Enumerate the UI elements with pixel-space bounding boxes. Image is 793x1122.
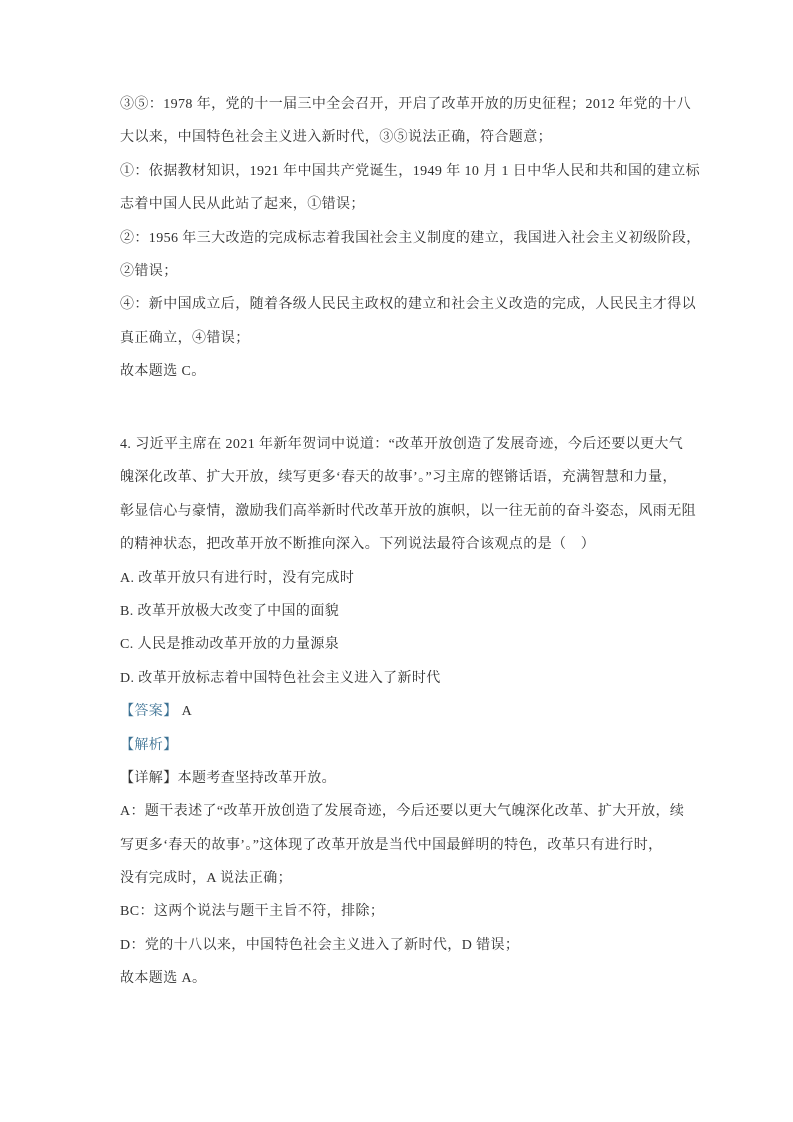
option-c: C. 人民是推动改革开放的力量源泉 [120,637,340,653]
detail-line: 写更多‘春天的故事’。”这体现了改革开放是当代中国最鲜明的特色，改革只有进行时， [120,837,663,853]
explanation-conclusion: 故本题选 C。 [120,364,206,380]
option-d: D. 改革开放标志着中国特色社会主义进入了新时代 [120,670,441,686]
question-stem-line: 4. 习近平主席在 2021 年新年贺词中说道：“改革开放创造了发展奇迹，今后还要以更大气 [120,437,684,452]
question-4-block [120,428,696,996]
detail-line: 没有完成时，A 说法正确； [120,871,293,887]
option-a: A. 改革开放只有进行时，没有完成时 [120,570,355,586]
analysis-label: 【解析】 [120,737,178,753]
explanation-line: 志着中国人民从此站了起来，①错误； [120,197,365,213]
detail-intro-line [120,762,680,795]
analysis-line [120,729,680,762]
question-stem-line: 的精神状态，把改革开放不断推向深入。下列说法最符合该观点的是（ ） [120,537,596,553]
explanation-line: ②：1956 年三大改造的完成标志着我国社会主义制度的建立，我国进入社会主义初级阶段， [120,230,701,246]
answer-value: A [181,704,193,720]
explanation-line: ①：依据教材知识，1921 年中国共产党诞生，1949 年 10 月 1 日中华人民和共和国的建立标 [120,163,700,179]
explanation-block-q3 [120,88,701,389]
explanation-line: 真正确立，④错误； [120,330,250,346]
detail-line: D：党的十八以来，中国特色社会主义进入了新时代，D 错误； [120,937,520,953]
option-b: B. 改革开放极大改变了中国的面貌 [120,603,340,619]
detail-line: BC：这两个说法与题干主旨不符，排除； [120,904,385,920]
explanation-line: 大以来，中国特色社会主义进入新时代，③⑤说法正确，符合题意； [120,130,552,146]
answer-line [120,695,680,728]
explanation-line: ④：新中国成立后，随着各级人民民主政权的建立和社会主义改造的完成，人民民主才得以 [120,297,696,313]
detail-intro-text: 本题考查坚持改革开放。 [177,770,337,786]
answer-label: 【答案】 [120,704,178,720]
question-stem-line: 彰显信心与豪情，激励我们高举新时代改革开放的旗帜，以一往无前的奋斗姿态，风雨无阻 [120,503,696,519]
detail-label: 【详解】 [120,770,178,786]
detail-line: A：题干表述了“改革开放创造了发展奇迹，今后还要以更大气魄深化改革、扩大开放，续 [120,804,685,820]
explanation-line: ②错误； [120,263,178,279]
detail-conclusion: 故本题选 A。 [120,971,207,987]
question-stem-line: 魄深化改革、扩大开放，续写更多‘春天的故事’。”习主席的铿锵话语，充满智慧和力量， [120,470,677,486]
explanation-line: ③⑤：1978 年，党的十一届三中全会召开，开启了改革开放的历史征程；2012 年党的十八 [120,97,691,112]
